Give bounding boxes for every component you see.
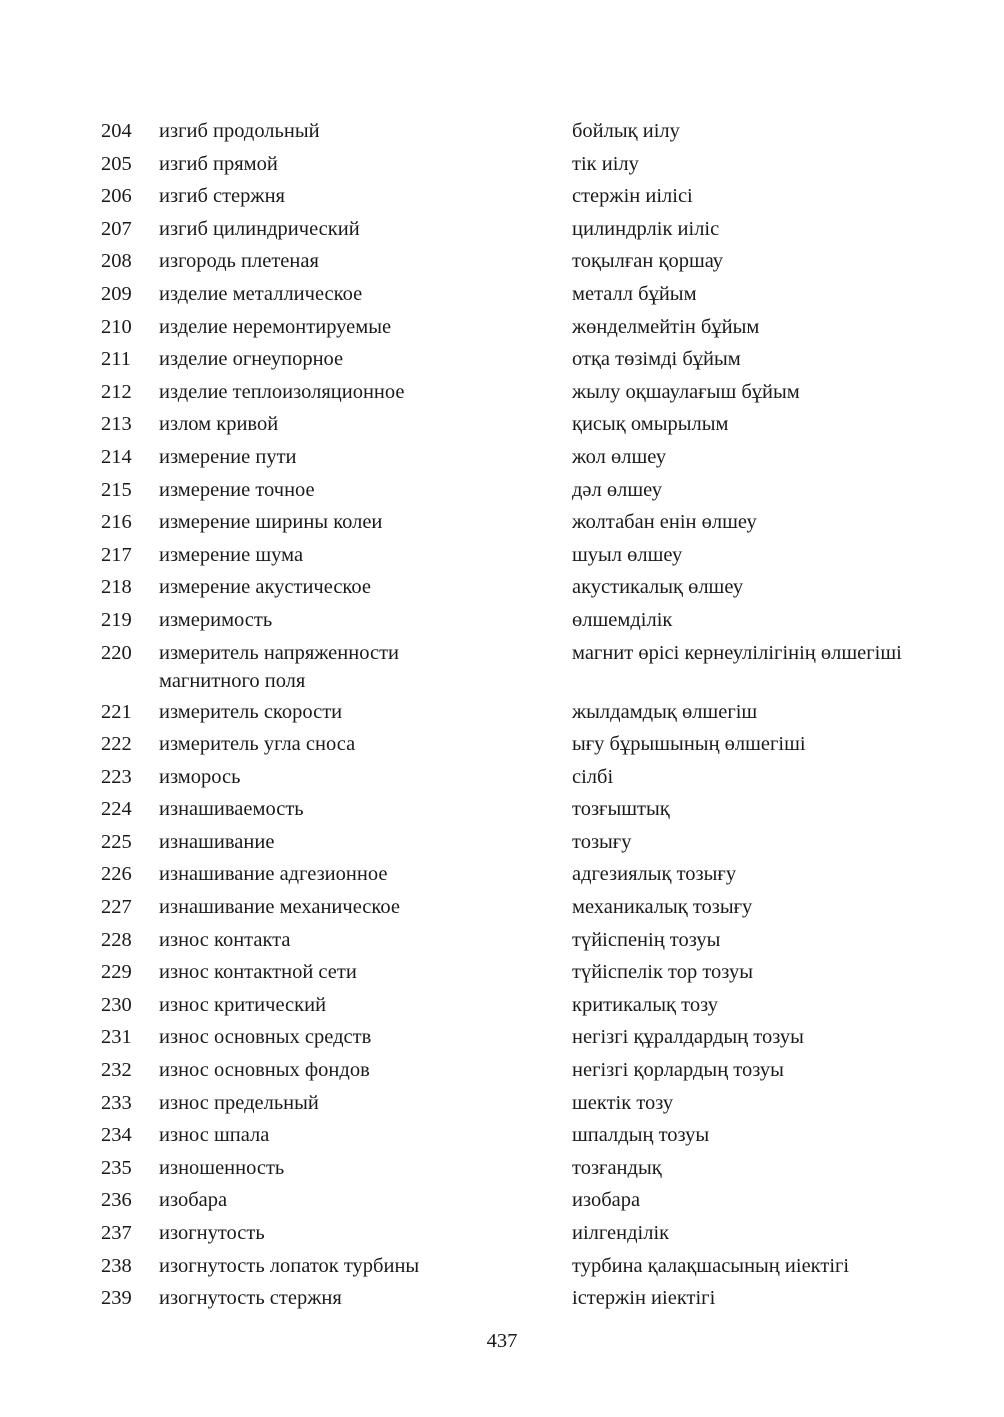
entry-term-kazakh: шуыл өлшеу xyxy=(572,543,683,566)
glossary-entry xyxy=(0,247,1004,280)
entry-term-kazakh: шпалдың тозуы xyxy=(572,1124,710,1147)
glossary-entry xyxy=(0,117,1004,150)
entry-term-kazakh: магнит өрісі кернеулілігінің өлшегіші xyxy=(572,641,902,664)
entry-term-russian: изделие теплоизоляционное xyxy=(159,380,405,403)
glossary-entry xyxy=(0,573,1004,606)
entry-term-kazakh: механикалық тозығу xyxy=(572,896,753,919)
entry-term-russian: износ критический xyxy=(159,993,327,1016)
entry-term-kazakh: турбина қалақшасының иіектігі xyxy=(572,1254,850,1277)
entry-number: 229 xyxy=(101,961,132,984)
glossary-entry xyxy=(0,991,1004,1024)
entry-term-russian: изделие огнеупорное xyxy=(159,348,344,371)
entry-term-russian: изнашивание адгезионное xyxy=(159,863,388,886)
entry-term-kazakh: тозғыштық xyxy=(572,798,670,821)
entry-term-kazakh: акустикалық өлшеу xyxy=(572,576,744,599)
entry-term-kazakh: бойлық иілу xyxy=(572,120,680,142)
entry-term-kazakh: тозығу xyxy=(572,830,632,853)
entry-term-russian: изгиб цилиндрический xyxy=(159,217,360,240)
entry-term-kazakh: отқа төзімді бұйым xyxy=(572,348,741,371)
glossary-entry xyxy=(0,860,1004,893)
entry-term-kazakh: қисық омырылым xyxy=(572,413,729,436)
entry-number: 230 xyxy=(101,993,132,1016)
entry-term-kazakh: стержін иілісі xyxy=(572,185,693,208)
entry-number: 222 xyxy=(101,733,132,756)
entry-term-russian: износ основных средств xyxy=(159,1026,372,1049)
entry-term-russian: изнашивание xyxy=(159,830,275,853)
entry-term-russian: измеритель напряженности магнитного поля xyxy=(159,641,400,692)
entry-term-kazakh: жылу оқшаулағыш бұйым xyxy=(572,380,800,403)
entry-term-kazakh: тозғандық xyxy=(572,1156,662,1179)
entry-term-russian: изгородь плетеная xyxy=(159,250,319,273)
entry-term-kazakh: жол өлшеу xyxy=(572,445,667,468)
entry-term-russian: изгиб прямой xyxy=(159,152,278,175)
entry-number: 238 xyxy=(101,1254,132,1277)
entry-term-kazakh: металл бұйым xyxy=(572,282,697,305)
entry-term-kazakh: критикалық тозу xyxy=(572,993,718,1016)
entry-term-russian: измерение пути xyxy=(159,445,297,468)
entry-term-kazakh: цилиндрлік иіліс xyxy=(572,217,720,240)
glossary-entry xyxy=(0,280,1004,313)
entry-number: 215 xyxy=(101,478,132,501)
glossary-entry xyxy=(0,378,1004,411)
entry-term-russian: износ контактной сети xyxy=(159,961,357,984)
glossary-entry xyxy=(0,150,1004,183)
entry-term-russian: измеритель угла сноса xyxy=(159,733,356,756)
entry-number: 213 xyxy=(101,413,132,436)
entry-term-kazakh: изобара xyxy=(572,1189,641,1212)
glossary-entry xyxy=(0,345,1004,378)
glossary-entry xyxy=(0,828,1004,861)
glossary-entry xyxy=(0,730,1004,763)
entry-term-russian: измерение акустическое xyxy=(159,576,371,599)
entry-term-russian: изношенность xyxy=(159,1156,285,1179)
entry-number: 223 xyxy=(101,765,132,788)
entry-number: 208 xyxy=(101,250,132,273)
entry-term-kazakh: шектік тозу xyxy=(572,1091,674,1114)
entry-number: 225 xyxy=(101,830,132,853)
entry-number: 233 xyxy=(101,1091,132,1114)
page-number: 437 xyxy=(486,1330,518,1352)
entry-term-russian: измерение ширины колеи xyxy=(159,511,383,534)
entry-number: 207 xyxy=(101,217,132,240)
glossary-entry xyxy=(0,893,1004,926)
glossary-entry xyxy=(0,1154,1004,1187)
entry-number: 236 xyxy=(101,1189,132,1212)
entry-term-russian: измеритель скорости xyxy=(159,700,343,723)
entry-term-kazakh: түйіспенің тозуы xyxy=(572,928,721,951)
entry-number: 218 xyxy=(101,576,132,599)
entry-number: 228 xyxy=(101,928,132,951)
glossary-entry xyxy=(0,1284,1004,1317)
glossary-entry xyxy=(0,1023,1004,1056)
glossary-entry xyxy=(0,795,1004,828)
entry-term-russian: изнашиваемость xyxy=(159,798,304,821)
entry-number: 216 xyxy=(101,511,132,534)
entry-term-russian: изделие неремонтируемые xyxy=(159,315,392,338)
entry-number: 232 xyxy=(101,1059,132,1082)
entry-number: 227 xyxy=(101,896,132,919)
entry-number: 204 xyxy=(101,120,132,142)
glossary-entry xyxy=(0,1056,1004,1089)
entry-term-russian: изобара xyxy=(159,1189,228,1212)
glossary-list xyxy=(0,117,1004,1317)
entry-number: 214 xyxy=(101,445,132,468)
entry-number: 239 xyxy=(101,1287,132,1310)
entry-number: 219 xyxy=(101,608,132,631)
entry-term-russian: изогнутость стержня xyxy=(159,1287,342,1310)
entry-number: 234 xyxy=(101,1124,132,1147)
entry-term-russian: измеримость xyxy=(159,608,273,631)
glossary-entry xyxy=(0,313,1004,346)
entry-term-russian: измерение точное xyxy=(159,478,315,501)
entry-term-russian: изогнутость xyxy=(159,1222,265,1244)
entry-number: 211 xyxy=(101,348,131,371)
entry-term-kazakh: жылдамдық өлшегіш xyxy=(572,700,758,723)
entry-term-kazakh: сілбі xyxy=(572,765,614,788)
entry-term-russian: изделие металлическое xyxy=(159,282,363,305)
entry-term-kazakh: адгезиялық тозығу xyxy=(572,863,737,886)
glossary-entry xyxy=(0,1089,1004,1122)
entry-term-kazakh: ығу бұрышының өлшегіші xyxy=(572,733,806,756)
glossary-entry xyxy=(0,541,1004,574)
entry-term-kazakh: түйіспелік тор тозуы xyxy=(572,961,753,984)
entry-term-kazakh: істержін иіектігі xyxy=(572,1287,716,1310)
entry-number: 235 xyxy=(101,1156,132,1179)
entry-number: 224 xyxy=(101,798,132,821)
glossary-entry xyxy=(0,1219,1004,1252)
entry-number: 205 xyxy=(101,152,132,175)
entry-number: 217 xyxy=(101,543,132,566)
entry-number: 206 xyxy=(101,185,132,208)
entry-term-kazakh: тік иілу xyxy=(572,152,639,175)
glossary-entry xyxy=(0,926,1004,959)
entry-number: 226 xyxy=(101,863,132,886)
glossary-entry xyxy=(0,508,1004,541)
entry-term-russian: износ контакта xyxy=(159,928,291,951)
entry-term-russian: износ предельный xyxy=(159,1091,319,1114)
entry-number: 220 xyxy=(101,641,132,664)
entry-term-kazakh: негізгі құралдардың тозуы xyxy=(572,1026,804,1049)
entry-term-russian: изгиб стержня xyxy=(159,185,285,208)
glossary-entry xyxy=(0,182,1004,215)
entry-term-kazakh: жолтабан енін өлшеу xyxy=(572,511,757,534)
entry-term-russian: изморось xyxy=(159,765,241,788)
entry-term-russian: излом кривой xyxy=(159,413,279,436)
glossary-entry xyxy=(0,1186,1004,1219)
glossary-entry xyxy=(0,476,1004,509)
glossary-entry xyxy=(0,606,1004,639)
entry-term-russian: изнашивание механическое xyxy=(159,896,400,919)
entry-term-russian: износ шпала xyxy=(159,1124,270,1147)
entry-number: 237 xyxy=(101,1222,132,1244)
entry-term-kazakh: өлшемділік xyxy=(572,608,673,631)
glossary-entry xyxy=(0,763,1004,796)
entry-number: 221 xyxy=(101,700,132,723)
entry-number: 212 xyxy=(101,380,132,403)
glossary-entry xyxy=(0,1121,1004,1154)
entry-term-kazakh: дәл өлшеу xyxy=(572,478,662,501)
glossary-entry xyxy=(0,958,1004,991)
glossary-entry xyxy=(0,410,1004,443)
entry-term-kazakh: тоқылған қоршау xyxy=(572,250,724,273)
entry-number: 231 xyxy=(101,1026,132,1049)
glossary-entry xyxy=(0,443,1004,476)
glossary-entry xyxy=(0,215,1004,248)
entry-term-kazakh: негізгі қорлардың тозуы xyxy=(572,1059,784,1082)
entry-term-russian: изогнутость лопаток турбины xyxy=(159,1254,420,1277)
glossary-entry xyxy=(0,639,1004,698)
entry-number: 209 xyxy=(101,282,132,305)
entry-term-russian: изгиб продольный xyxy=(159,120,320,142)
entry-term-russian: износ основных фондов xyxy=(159,1059,370,1082)
entry-term-kazakh: иілгенділік xyxy=(572,1222,670,1244)
entry-term-russian: измерение шума xyxy=(159,543,304,566)
glossary-entry xyxy=(0,1252,1004,1285)
entry-term-kazakh: жөнделмейтін бұйым xyxy=(572,315,760,338)
entry-number: 210 xyxy=(101,315,132,338)
glossary-entry xyxy=(0,698,1004,731)
